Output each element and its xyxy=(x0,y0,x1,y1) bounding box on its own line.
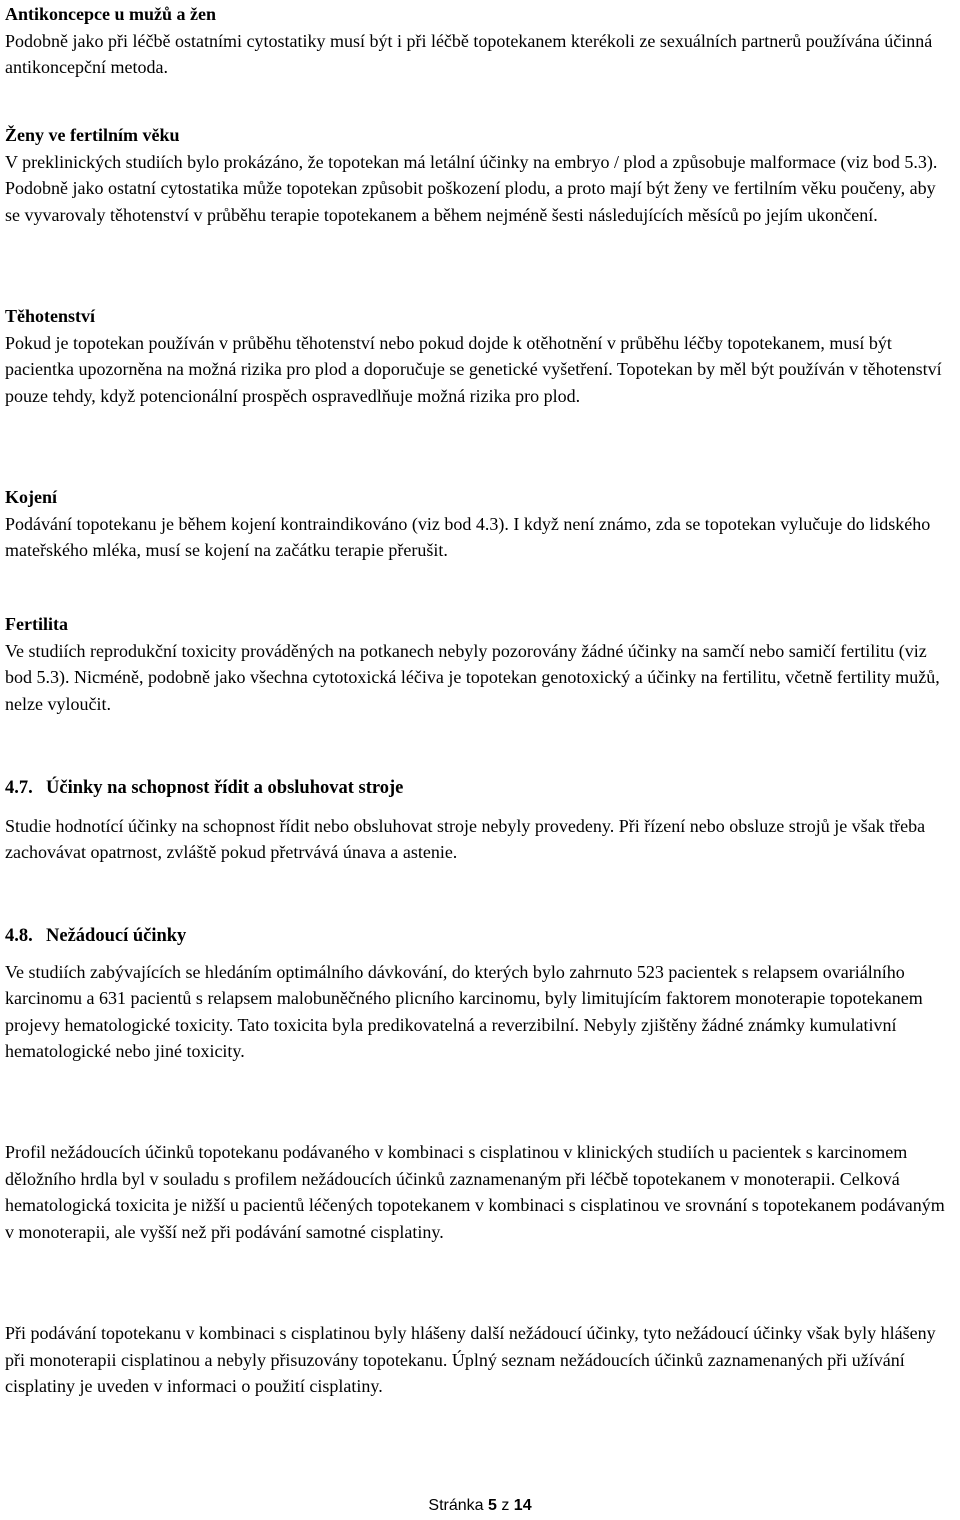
text-fertile-women: V preklinických studiích bylo prokázáno, že topotekan má letální účinky na embryo / plod a způsobuje malformace (viz bod 5.3). Podobně jako ostatní cytostatika může topotekan způsobit poškození plodu, a proto mají být ženy ve fertilním věku poučeny, aby se vyvarovaly těhotenství v průběhu terapie topotekanem a během nejméně šesti následujících měsíců po jejím ukončení. xyxy=(5,151,938,225)
section-breastfeeding xyxy=(5,484,955,564)
text-breastfeeding: Podávání topotekanu je během kojení kontraindikováno (viz bod 4.3). I když není známo, zda se topotekan vylučuje do lidského mateřského mléka, musí se kojení na začátku terapie přerušit. xyxy=(5,513,931,560)
page-footer xyxy=(0,1493,960,1520)
section-4-7-title xyxy=(5,775,955,802)
section-4-7-heading: Účinky na schopnost řídit a obsluhovat stroje xyxy=(46,778,404,798)
heading-fertility: Fertilita xyxy=(5,614,68,634)
section-4-8-title xyxy=(5,923,955,950)
footer-total-pages: 14 xyxy=(513,1497,532,1514)
section-4-8 xyxy=(5,923,955,1065)
footer-separator: z xyxy=(501,1497,510,1514)
section-contraception xyxy=(5,1,955,81)
section-4-8-number: 4.8. xyxy=(5,926,33,946)
heading-breastfeeding: Kojení xyxy=(5,487,57,507)
footer-page-number: 5 xyxy=(487,1497,497,1514)
paragraph-4-8-1: Ve studiích zabývajících se hledáním optimálního dávkování, do kterých bylo zahrnuto 523 pacientek s relapsem ovariálního karcinomu a 631 pacientů s relapsem malobuněčného plicního karcinomu, byly limitujícím faktorem monoterapie topotekanem projevy hematologické toxicity. Tato toxicita byla predikovatelná a reverzibilní. Nebyly zjištěny žádné známky kumulativní hematologické nebo jiné toxicity. xyxy=(5,961,923,1061)
section-pregnancy xyxy=(5,303,955,409)
heading-contraception: Antikoncepce u mužů a žen xyxy=(5,4,216,24)
heading-fertile-women: Ženy ve fertilním věku xyxy=(5,125,180,145)
text-contraception: Podobně jako při léčbě ostatními cytostatiky musí být i při léčbě topotekanem kterékoli ze sexuálních partnerů používána účinná antikoncepční metoda. xyxy=(5,30,933,77)
footer-prefix: Stránka xyxy=(428,1497,484,1514)
heading-pregnancy: Těhotenství xyxy=(5,306,95,326)
section-4-7-number: 4.7. xyxy=(5,778,33,798)
paragraph-4-8-3: Při podávání topotekanu v kombinaci s cisplatinou byly hlášeny další nežádoucí účinky, tyto nežádoucí účinky však byly hlášeny při monoterapii cisplatinou a nebyly přisuzovány topotekanu. Úplný seznam nežádoucích účinků zaznamenaných při užívání cisplatiny je uveden v informaci o použití cisplatiny. xyxy=(5,1323,936,1396)
paragraph-4-8-2: Profil nežádoucích účinků topotekanu podávaného v kombinaci s cisplatinou v klinických studiích u pacientek s karcinomem děložního hrdla byl v souladu s profilem nežádoucích účinků zaznamenaným při léčbě topotekanem v monoterapii. Celková hematologická toxicita je nižší u pacientů léčených topotekanem v kombinaci s cisplatinou ve srovnání s topotekanem podávaným v monoterapii, ale vyšší než při podávání samotné cisplatiny. xyxy=(5,1142,945,1242)
text-fertility: Ve studiích reprodukční toxicity prováděných na potkanech nebyly pozorovány žádné účinky na samčí nebo samičí fertilitu (viz bod 5.3). Nicméně, podobně jako všechna cytotoxická léčiva je topotekan genotoxický a účinky na fertilitu, včetně fertility mužů, nelze vyloučit. xyxy=(5,640,940,714)
section-4-7 xyxy=(5,775,955,866)
section-fertility xyxy=(5,611,955,717)
text-pregnancy: Pokud je topotekan používán v průběhu těhotenství nebo pokud dojde k otěhotnění v průběhu léčby topotekanem, musí být pacientka upozorněna na možná rizika pro plod a doporučuje se genetické vyšetření. Topotekan by měl být používán v těhotenství pouze tehdy, když potencionální prospěch ospravedlňuje možná rizika pro plod. xyxy=(5,332,942,406)
section-fertile-women xyxy=(5,122,955,228)
section-4-7-text: Studie hodnotící účinky na schopnost řídit nebo obsluhovat stroje nebyly provedeny. Při řízení nebo obsluze strojů je však třeba zachovávat opatrnost, zvláště pokud přetrvává únava a astenie. xyxy=(5,815,926,862)
section-4-8-heading: Nežádoucí účinky xyxy=(46,926,187,946)
